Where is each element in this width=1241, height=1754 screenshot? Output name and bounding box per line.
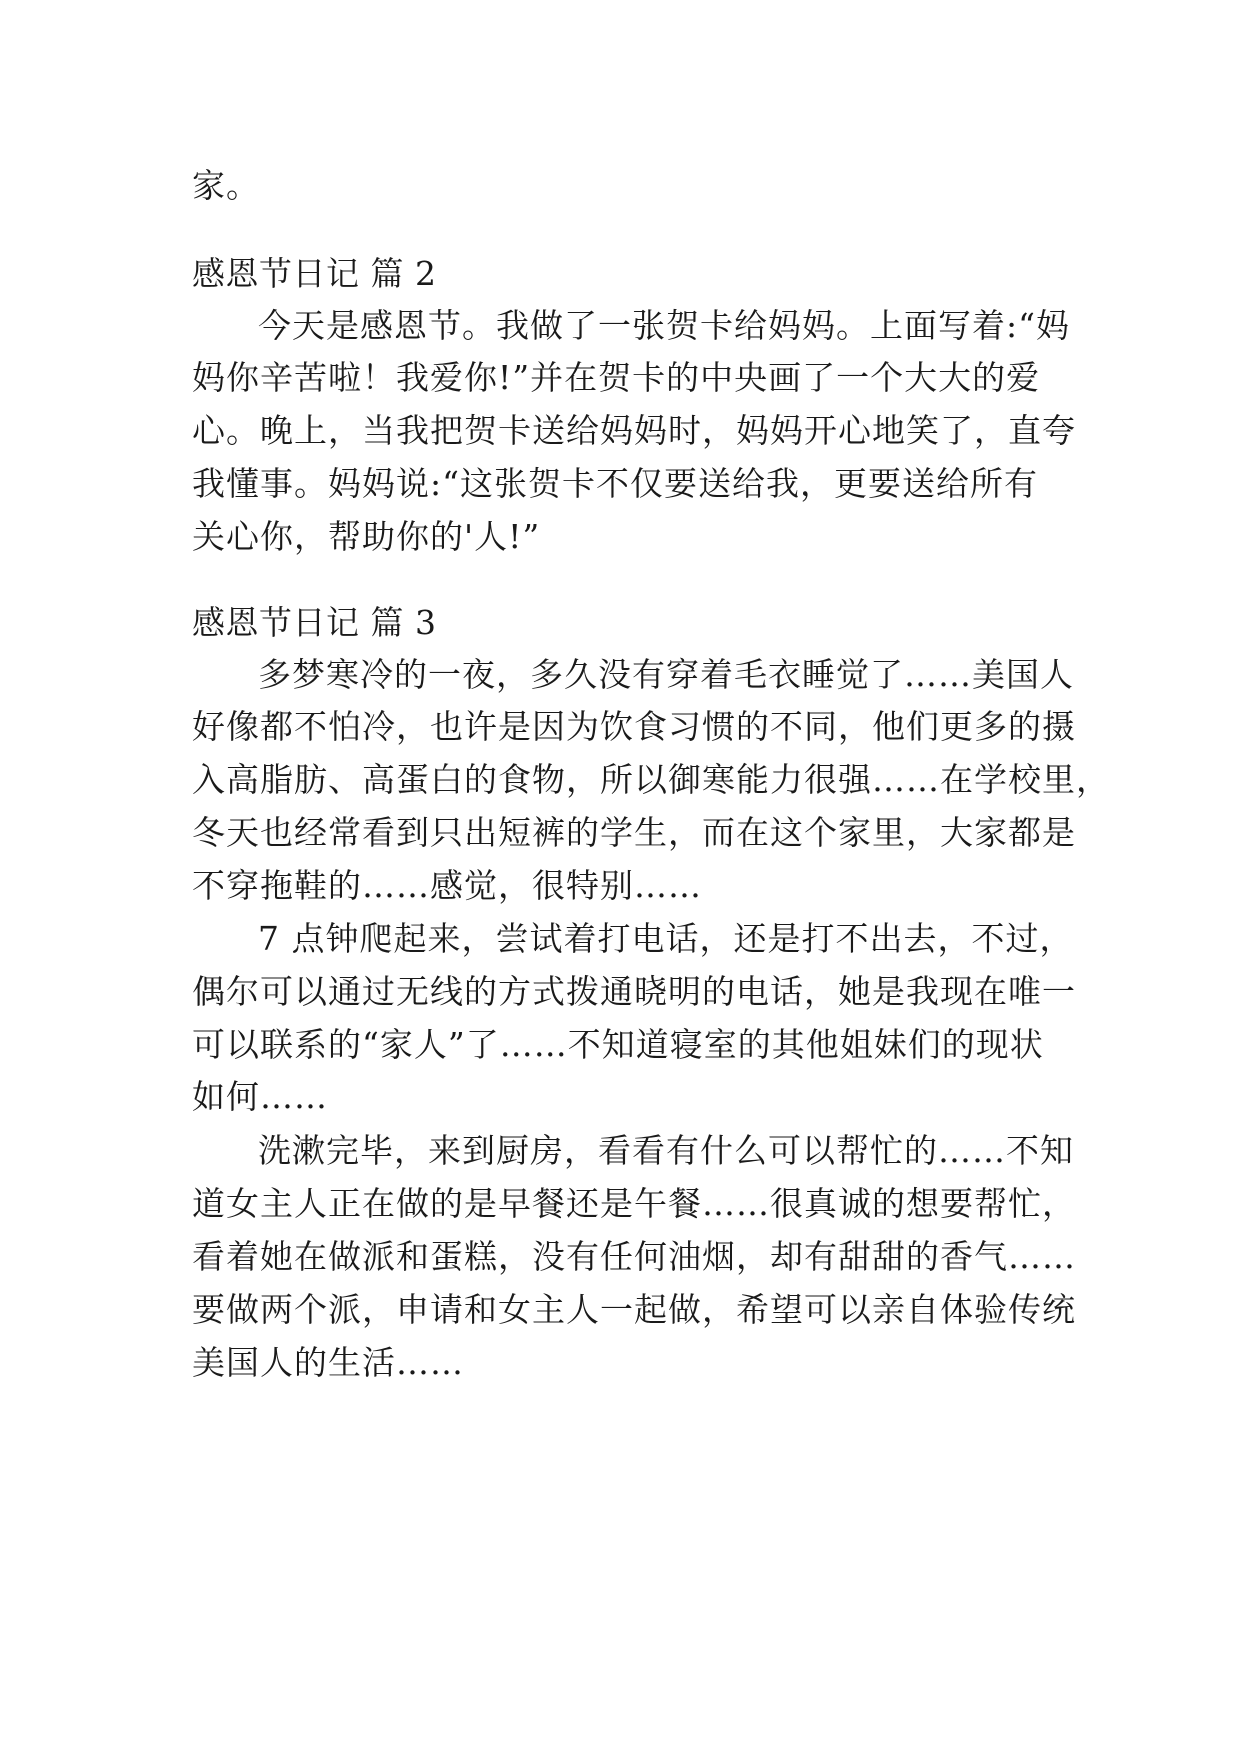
entry3-p3-line-1: 洗漱完毕，来到厨房，看看有什么可以帮忙的……不知	[258, 1131, 1074, 1170]
entry3-p1-line-1: 多梦寒冷的一夜，多久没有穿着毛衣睡觉了……美国人	[258, 655, 1074, 694]
entry3-p3-line-3: 看着她在做派和蛋糕，没有任何油烟，却有甜甜的香气……	[192, 1237, 1076, 1276]
entry3-p2-line-2: 偶尔可以通过无线的方式拨通晓明的电话，她是我现在唯一	[192, 972, 1076, 1011]
entry2-line-1: 今天是感恩节。我做了一张贺卡给妈妈。上面写着:“妈	[258, 306, 1070, 345]
entry3-title: 感恩节日记 篇 3	[192, 603, 437, 642]
entry3-p2-line-4: 如何……	[192, 1077, 328, 1116]
entry2-line-5: 关心你，帮助你的'人!”	[192, 517, 541, 556]
entry2-line-2: 妈你辛苦啦！我爱你!”并在贺卡的中央画了一个大大的爱	[192, 358, 1041, 397]
entry3-p2-line-3: 可以联系的“家人”了……不知道寝室的其他姐妹们的现状	[192, 1025, 1044, 1064]
entry3-p3-line-4: 要做两个派，申请和女主人一起做，希望可以亲自体验传统	[192, 1290, 1076, 1329]
entry3-p1-line-3: 入高脂肪、高蛋白的食物，所以御寒能力很强……在学校里，	[192, 760, 1110, 799]
entry3-p1-line-5: 不穿拖鞋的……感觉，很特别……	[192, 866, 702, 905]
entry3-p1-line-4: 冬天也经常看到只出短裤的学生，而在这个家里，大家都是	[192, 813, 1076, 852]
entry3-p3-line-5: 美国人的生活……	[192, 1343, 464, 1382]
entry3-p2-line-1: 7 点钟爬起来，尝试着打电话，还是打不出去，不过，	[258, 919, 1074, 958]
entry2-line-3: 心。晚上，当我把贺卡送给妈妈时，妈妈开心地笑了，直夸	[192, 411, 1076, 450]
entry3-p3-line-2: 道女主人正在做的是早餐还是午餐……很真诚的想要帮忙，	[192, 1184, 1076, 1223]
lead-line: 家。	[192, 166, 260, 205]
entry2-line-4: 我懂事。妈妈说:“这张贺卡不仅要送给我，更要送给所有	[192, 464, 1038, 503]
entry2-title: 感恩节日记 篇 2	[192, 254, 437, 293]
entry3-p1-line-2: 好像都不怕冷，也许是因为饮食习惯的不同，他们更多的摄	[192, 707, 1076, 746]
